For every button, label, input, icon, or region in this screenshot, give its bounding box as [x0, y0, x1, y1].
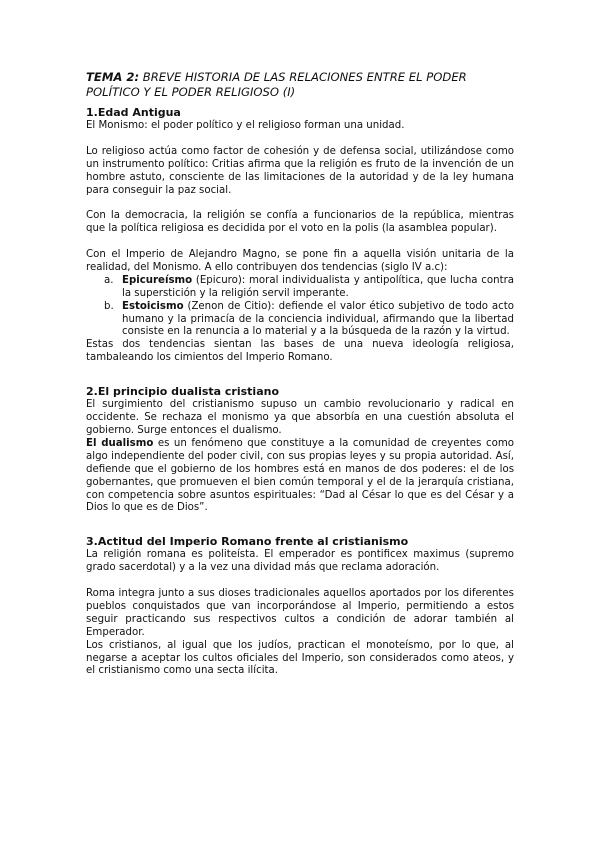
list-marker: a. — [104, 274, 114, 286]
section-2-heading: 2.El principio dualista cristiano — [86, 385, 279, 399]
title-label: TEMA 2: — [86, 70, 140, 84]
document-title — [86, 70, 514, 100]
section-1-paragraph-4: Con el Imperio de Alejandro Magno, se pone fin a aquella visión unitaria de la realidad, del Monismo. A ello contribuyen dos tendencias (siglo IV a.c): — [86, 249, 514, 273]
list-item-epicureismo — [86, 275, 514, 301]
dualismo-text: es un fenómeno que constituye a la comunidad de creyentes como algo independiente del poder civil, con sus propias leyes y su propia autoridad. Así, defiende que el gobierno de los hombres está en manos de dos poderes: el de los gobernantes, que promueven el bien común temporal y el de la jerarquía cristiana, con competencia sobre asuntos espirituales: “Dad al César lo que es del César y a Dios lo que es de Dios”. — [86, 437, 514, 514]
list-term: Epicureísmo — [122, 274, 193, 286]
list-text: (Zenon de Citio): defiende el valor ético subjetivo de todo acto humano y la primacía de la conciencia individual, afirmando que la libertad consiste en la renuncia a lo material y a la búsqueda de la razón y la virtud. — [122, 300, 514, 338]
section-3-paragraph-2: Roma integra junto a sus dioses tradicionales aquellos aportados por los diferentes pueblos conquistados que van incorporándose al Imperio, permitiendo a estos seguir practicando sus respectivos cultos a condición de adorar también al Emperador. — [86, 588, 514, 638]
section-3-heading: 3.Actitud del Imperio Romano frente al cristianismo — [86, 535, 409, 549]
section-3-paragraph-3: Los cristianos, al igual que los judíos, practican el monoteísmo, por lo que, al negarse a aceptar los cultos oficiales del Imperio, son considerados como ateos, y el cristianismo como una secta ilícita. — [86, 639, 514, 677]
title-text: BREVE HISTORIA DE LAS RELACIONES ENTRE EL PODER POLÍTICO Y EL PODER RELIGIOSO (I) — [86, 70, 467, 99]
list-item-estoicismo — [86, 301, 514, 340]
section-1-heading: 1.Edad Antigua — [86, 106, 181, 119]
section-2-paragraph-2 — [86, 438, 514, 515]
document-body — [86, 70, 514, 678]
section-3-paragraph-1: La religión romana es politeísta. El emperador es pontificex maximus (supremo grado sacerdotal) y a la vez una dividad más que reclama adoración. — [86, 549, 514, 574]
section-1-paragraph-2: Lo religioso actúa como factor de cohesión y de defensa social, utilizándose como un instrumento político: Critias afirma que la religión es fruto de la invención de un hombre astuto, consciente de las limitaciones de la autoridad y de la ley humana para conseguir la paz social. — [86, 145, 514, 196]
section-1-paragraph-3: Con la democracia, la religión se confía a funcionarios de la república, mientras que la política religiosa es decidida por el voto en la polis (la asamblea popular). — [86, 210, 514, 235]
section-1-paragraph-1: El Monismo: el poder político y el religioso forman una unidad. — [86, 120, 405, 131]
dualismo-term: El dualismo — [86, 437, 154, 449]
list-marker: b. — [104, 300, 114, 312]
list-text: (Epicuro): moral individualista y antipolítica, que lucha contra la superstición y la religión servil imperante. — [122, 274, 514, 299]
list-term: Estoicismo — [122, 300, 184, 312]
section-2-paragraph-1: El surgimiento del cristianismo supuso un cambio revolucionario y radical en occidente. Se rechaza el monismo ya que absorbía en una cuestión absoluta el gobierno. Surge entonces el dualismo. — [86, 399, 514, 436]
section-1-paragraph-5: Estas dos tendencias sientan las bases de una nueva ideología religiosa, tambaleando los cimientos del Imperio Romano. — [86, 339, 514, 364]
tendencies-list — [86, 275, 514, 340]
